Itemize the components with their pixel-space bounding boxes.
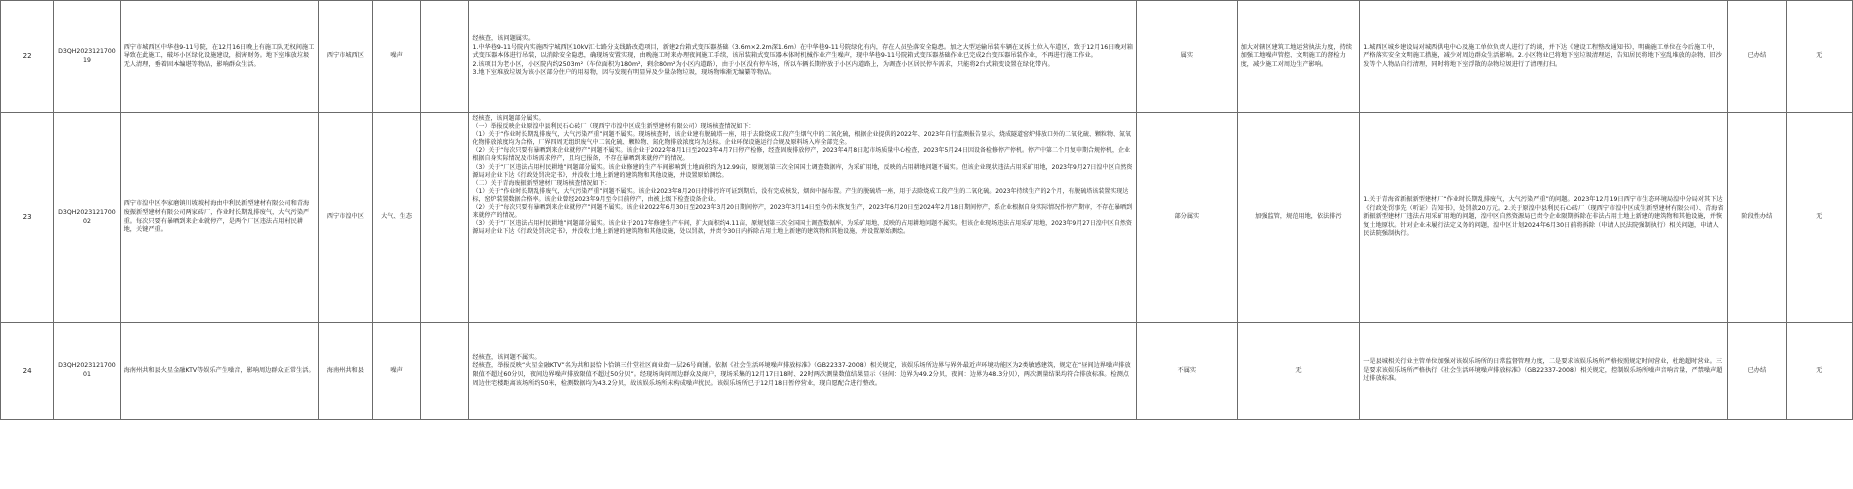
findings [469, 323, 1137, 420]
case-code: D3QH202312170001 [54, 323, 120, 420]
rectification-result: 1.关于青海省新振新型建材厂“作业时长期乱排废气，大气污染严重”的问题。2023年12月19日西宁市生态环境局湟中分局对其下达《行政处罚事先（听证）告知书》，处罚款20万元。2.关于原湟中县利民石心砖厂（现西宁市湟中区成生新型建材有限公司）、青海省新振新型建材厂违法占用采矿用地的问题，湟中区自然资源局已责令企业限期拆除在非法占用土地上新建的建筑物和其他设施，并恢复土地原状。针对企业未履行法定义务的问题，湟中区计划2024年6月30日前将拆除（申请人民法院强制执行）相关问题，申请人民法院强制执行。 [1360, 113, 1728, 323]
district: 西宁市城西区 [318, 1, 372, 113]
complaint-content: 海南州共和县火星金融KTV等娱乐产生噪音，影响周边群众正常生活。 [120, 323, 318, 420]
verdict: 属实 [1137, 1, 1238, 113]
remark: 无 [1786, 1, 1852, 113]
findings-line: （3）关于“厂区违法占用村民耕地”问题部分属实。该企业于2017年修建生产车间，扩大面积约4.11亩，原规划第三次全国国土调查数据库，为采矿用地，反映的占用耕地问题不属实。但该企业现场违法占用采矿用地，2023年9月27日湟中区自然资源局对企业下达《行政处罚决定书》，并没收土地上新建的建筑物和其他设施，处以罚款，并责令30日内拆除占用土地上新建的建筑物和其他设施，并设置原始测绘。 [472, 220, 1132, 236]
complaint-content: 西宁市城西区中华巷9-11号院，在12月16日晚上有施工队无权间施工导致在此施工，破坏小区绿化设施建设，损害财务。地下室堆放垃圾无人清理，垂着固本编堪等物品，影响群众生活。 [120, 1, 318, 113]
findings-line: （1）关于“作业时长期乱排废气，大气污染严重”问题不属实。现场核查时，该企业建有脱硫塔一座，用于去除烧成工段产生烟气中的二氧化硫，根据企业提供的2022年、2023年自行监测报告显示，烧成隧道窑炉排放口外的二氧化硫、颗粒物、氮氧化物排放浓度均为合格，厂界四周无组织废气中二氧化硫、颗粒物、氮化物排放浓度均为达标。企业环保设施运行合规及原料场入库全部完全。 [472, 131, 1132, 147]
table-row [1, 323, 1853, 420]
status: 阶段性办结 [1728, 113, 1786, 323]
handling-measures: 加大对辖区建筑工地运营执法力度，持续加强工地噪声管控、文明施工的督检力度，减少施工对周边生产影响。 [1237, 1, 1360, 113]
findings-line: （3）关于“厂区违法占用村民耕地”问题部分属实。该企业修建的生产车间影响到土地面积约为12.99亩，原规划第三次全国国土调查数据库，为采矿用地，反映的占用耕地问题不属实。但该企业现状违法占用采矿用地，2023年9月27日湟中区自然资源局对企业下达《行政处罚决定书》，并没收土地上新建的建筑物和其他设施，并设置原始测绘。 [472, 163, 1133, 179]
findings-line: （1）关于“作业时长期乱排废气，大气污染严重”问题不属实。该企业2023年8月20日持排污许可证到期后，没有完成核发，烟囱中湿布置。产生的脱硫塔一座，用于去除烧成工段产生的二氧化硫。2023年持续生产的2个月，有脱硫塔该装置实现达标，窑炉装置数据合格率。该企业曾经2023年9月至今目前停产，由被上级下检查设备企业。 [472, 187, 1129, 203]
status: 已办结 [1728, 1, 1786, 113]
findings-line: 2.该项目为老小区，小区院内约2503m²（车位面积为180m²，剩余80m²为小区内道路），由于小区没有停车场，所以车辆长期停放于小区内道路上，为调查小区居民停车需求，只能将2台式箱变设置在绿化带内。 [472, 60, 1054, 68]
handling-measures: 无 [1237, 323, 1360, 420]
handling-measures: 加强监管，规范用地，依法排污 [1237, 113, 1360, 323]
remark: 无 [1786, 323, 1852, 420]
case-code: D3QH202312170002 [54, 113, 120, 323]
empty-cell [421, 113, 469, 323]
pollution-category: 噪声 [372, 323, 420, 420]
row-number: 23 [1, 113, 54, 323]
rectification-result: 1.城西区城乡建设局对城西供电中心及施工单位负责人进行了约谈，并下达《建设工程整改通知书》，明确施工单位在今后施工中，严格落实安全文明施工措施，减少对周边群众生活影响。2.小区物业已将地下室垃圾清理运，告知居民将地下室乱堆放的杂物、旧沙发等个人物品自行清理，同时将地下室浮散的杂物垃圾进行了清理打扫。 [1360, 1, 1728, 113]
pollution-category: 噪声 [372, 1, 420, 113]
table-row [1, 1, 1853, 113]
pollution-category: 大气、生态 [372, 113, 420, 323]
complaint-content: 西宁市湟中区李家磨镇川坡坡村海由中利民新型建材有限公司和青海废振新型建材有限公司两家砖厂，作业时长期乱排废气，大气污染严重。每次只要有暴晒到来企业就停产，是两个厂区违法占用村民耕地，关键严重。 [120, 113, 318, 323]
case-code: D3QH202312170019 [54, 1, 120, 113]
findings [469, 1, 1137, 113]
verdict: 部分属实 [1137, 113, 1238, 323]
row-number: 24 [1, 323, 54, 420]
status: 已办结 [1728, 323, 1786, 420]
findings-line: （二）关于青海废振新型建材厂现场核查情况如下： [472, 179, 611, 187]
findings-line: （一）举报反映企业原湟中县利民石心砖厂（现西宁市湟中区成生新型建材有限公司）现场核查情况如下： [472, 123, 755, 131]
district: 西宁市湟中区 [318, 113, 372, 323]
district: 海南州共和县 [318, 323, 372, 420]
findings-line: 经核查，该问题属实。 [472, 35, 535, 43]
remark: 无 [1786, 113, 1852, 323]
empty-cell [421, 323, 469, 420]
findings [469, 113, 1137, 323]
rectification-result: 一是县城相关行业主管单位加强对该娱乐场所的日常监督管理力度，二是要求该娱乐场所严格按照规定时间营业，杜绝超时营业。三是要求该娱乐场所严格执行《社会生活环境噪声排放标准》（GB22337-2008）相关规定，控制娱乐场所噪声音响音量，严禁噪声超过排放标准。 [1360, 323, 1728, 420]
findings-line: （2）关于“每次只要有暴晒到来企业就停产”问题不属实。该企业2022年6月30日至2023年3月20日期间停产，2023年3月14日至今仍未恢复生产，2023年6月20日至2024年2月18日期间停产，系企业根据自身实际情况作停产期审，不存在暴晒到来就停产的情况。 [472, 204, 1133, 220]
row-number: 22 [1, 1, 54, 113]
findings-line: 经核查，该问题部分属实。 [472, 115, 545, 122]
findings-line: 经核查，举报反映“火星金融KTV”名为共和县恰卜恰镇三什堂社区商业街一层26号商铺。依据《社会生活环境噪声排放标准》（GB22337-2008）相关规定，该娱乐场所边界与界外最近声环境功能区为2类敏感建筑，规定在“昼间边界噪声排放限值不超过60分贝，夜间边界噪声排放限值不超过50分贝”。经现场询问周边群众及商户，现场采集的12月17日18时、22时两次测量数值结果显示（昼间：边界为49.2分贝，夜间：边界为48.3分贝），两次测量结果均符合排放标准。检测点周边住宅楼距离该场所约50米，检测数据均为43.2分贝，故该娱乐场所未构成噪声扰民。该娱乐场所已于12月18日暂停营业，现自愿配合进行整改。 [472, 362, 1131, 387]
findings-line: （2）关于“每次只要有暴晒到来企业就停产”问题不属实。该企业于2022年8月1日至2023年4月7日停产检修，经查固废排放停产，2023年4月8日起市场质量中心检查，2023年5月24日因设备检修停产停机。停产中第二个月复申期合规停机，企业根据自身实际情况及市场需求停产，且均已报备，不存在暴晒到来就停产的情况。 [472, 147, 1130, 163]
verdict: 不属实 [1137, 323, 1238, 420]
findings-line: 经核查，该问题不属实。 [472, 353, 541, 361]
findings-line: 1.中华巷9-11号院内实施西宁城西区10kV汇七路分支线路改造项目，新建2台箱式变压器基础（3.6m×2.2m深1.6m）在中华巷9-11号院绿化有内，存在人员坠落安全隐患。加之大型运输吊装车辆在叉拆土位入车道区，致于12月16日晚对箱式变压器本体进行吊装，以消除安全隐患，确现场安置实现，由晚施工时来办理夜间施工手续，该吊装箱式变压器本体时机械作业产生噪声，现中华巷9-11号院箱式变压器基础作业已完成2台变压器吊装作业，不再进行施工作业。 [472, 43, 1133, 60]
findings-line: 3.地下室堆放垃圾为该小区部分住户的用易物，因与发现有明显异及少量杂物垃圾，现场物堆渐无编纂等物品。 [472, 69, 776, 77]
table-row [1, 113, 1853, 323]
empty-cell [421, 1, 469, 113]
